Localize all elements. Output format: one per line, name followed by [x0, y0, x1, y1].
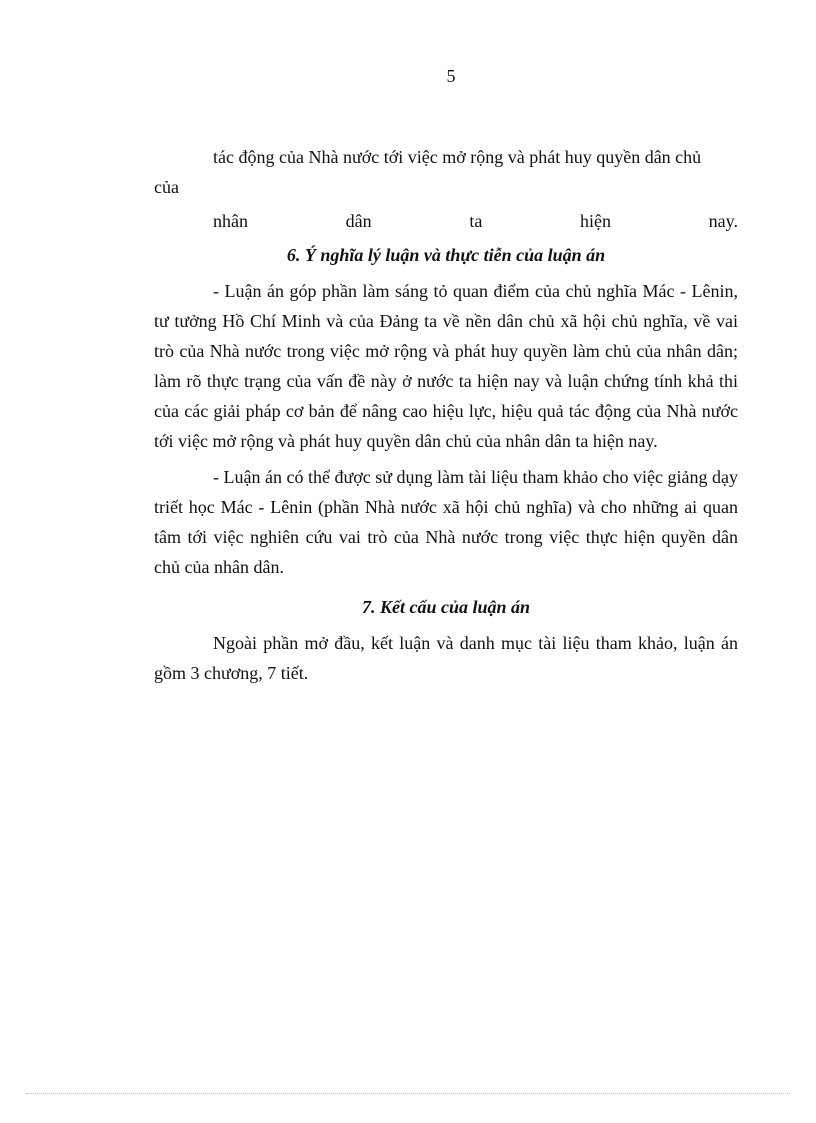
section-7-paragraph-1: Ngoài phần mở đầu, kết luận và danh mục tài liệu tham khảo, luận án gồm 3 chương, 7 tiết. [154, 633, 738, 683]
intro-word: dân [345, 211, 372, 231]
intro-word: nhân [213, 211, 248, 231]
page-content [154, 142, 738, 688]
intro-word: hiện [579, 211, 611, 231]
intro-word: ta [469, 211, 483, 231]
section-6-paragraph-1: - Luận án góp phần làm sáng tỏ quan điểm của chủ nghĩa Mác - Lênin, tư tưởng Hồ Chí Minh và của Đảng ta về nền dân chủ xã hội chủ nghĩa, về vai trò của Nhà nước trong việc mở rộng và phát huy quyền làm chủ của nhân dân; làm rõ thực trạng của vấn đề này ở nước ta hiện nay và luận chứng tính khả thi của các giải pháp cơ bản để nâng cao hiệu lực, hiệu quả tác động của Nhà nước tới việc mở rộng và phát huy quyền dân chủ của nhân dân ta hiện nay. [154, 281, 738, 451]
footer-divider [26, 1093, 790, 1094]
intro-line-2: của [154, 177, 179, 197]
page-number: 5 [446, 66, 456, 86]
section-6-paragraph-2: - Luận án có thể được sử dụng làm tài liệu tham khảo cho việc giảng dạy triết học Mác - Lênin (phần Nhà nước xã hội chủ nghĩa) và cho những ai quan tâm tới việc nghiên cứu vai trò của Nhà nước trong việc thực hiện quyền dân chủ của nhân dân. [154, 467, 738, 577]
intro-word: nay. [708, 211, 738, 231]
section-6-heading: 6. Ý nghĩa lý luận và thực tiễn của luận án [286, 245, 606, 265]
intro-line-3 [154, 206, 738, 236]
intro-line-1: tác động của Nhà nước tới việc mở rộng và phát huy quyền dân chủ [213, 147, 702, 167]
section-7-heading: 7. Kết cấu của luận án [361, 597, 531, 617]
